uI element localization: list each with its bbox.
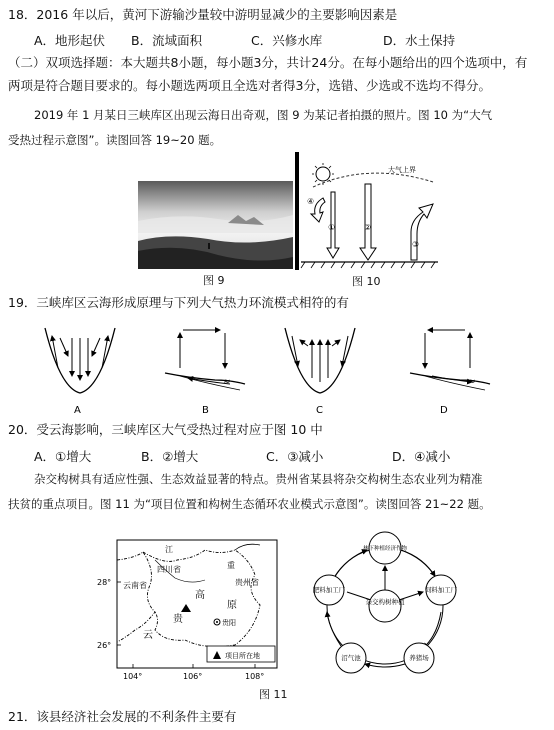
cycle-center-label: 杂交构树种植	[365, 598, 405, 606]
map-yunnan-label: 云南省	[123, 581, 147, 590]
option-a[interactable]: A．地形起伏	[34, 33, 106, 48]
option-c-diagram	[285, 328, 355, 393]
option-a[interactable]: A．①增大	[34, 449, 92, 464]
lon-tick-108: 108°	[245, 672, 265, 681]
figure-9-photo	[138, 181, 293, 269]
atmosphere-top-label: 大气上界	[388, 166, 416, 174]
option-b-label: B	[202, 405, 209, 416]
option-d[interactable]: D．④减小	[392, 449, 451, 464]
svg-text:≈: ≈	[468, 377, 476, 387]
figure-11-map	[95, 530, 285, 685]
option-a-diagram	[45, 328, 115, 393]
question-20-options	[34, 447, 450, 465]
map-jiang-label: 江	[165, 545, 173, 554]
map-sichuan-label: 四川省	[157, 565, 181, 574]
intro1-line1: 2019 年 1 月某日三峡库区出现云海日出奇观，图 9 为某记者拍摄的照片。图 10 为“大气	[34, 108, 493, 122]
intro1-line2: 受热过程示意图”。读图回答 19~20 题。	[8, 133, 222, 147]
section2-line1: （二）双项选择题：本大题共8小题，每小题3分，共计24分。在每小题给出的四个选项中，有	[8, 55, 528, 70]
lon-tick-106: 106°	[183, 672, 203, 681]
option-c[interactable]: C．③减小	[266, 449, 324, 464]
figure-10-caption: 图 10	[352, 275, 381, 288]
arrow-4-label: ④	[307, 197, 315, 206]
map-gui-label: 贵	[173, 614, 183, 625]
lon-tick-104: 104°	[123, 672, 143, 681]
map-yuan-label: 原	[227, 600, 237, 611]
option-b[interactable]: B．②增大	[141, 449, 199, 464]
map-yun-label: 云	[143, 630, 153, 641]
option-d-label: D	[440, 405, 448, 416]
question-18-stem: 18．2016 年以后，黄河下游输沙量较中游明显减少的主要影响因素是	[8, 7, 398, 22]
cycle-bottom-left-label: 沼气池	[341, 654, 361, 662]
option-b[interactable]: B．流域面积	[131, 33, 203, 48]
option-d[interactable]: D．水土保持	[383, 33, 456, 48]
option-b-diagram	[165, 330, 245, 390]
intro2-line2: 扶贫的重点项目。图 11 为“项目位置和构树生态循环农业模式示意图”。读图回答 21~22 题。	[8, 497, 491, 511]
lat-tick-26: 26°	[97, 641, 112, 650]
map-guizhou-label: 贵州省	[235, 578, 259, 587]
map-chong-label: 重	[227, 561, 235, 570]
map-gao-label: 高	[195, 590, 205, 601]
question-21-stem: 21．该县经济社会发展的不利条件主要有	[8, 709, 237, 724]
question-19-stem: 19．三峡库区云海形成原理与下列大气热力环流模式相符的有	[8, 295, 349, 310]
map-legend-label: 项目所在地	[225, 652, 260, 660]
arrow-1-label: ①	[328, 223, 336, 232]
option-c[interactable]: C．兴修水库	[251, 33, 323, 48]
map-guiyang-label: 贵阳	[222, 619, 236, 627]
figure-11-cycle-diagram	[305, 528, 465, 678]
figure-10-diagram	[293, 152, 443, 272]
question-18-options	[34, 31, 455, 49]
arrow-2-label: ②	[364, 223, 372, 232]
section2-line2: 两项是符合题目要求的。每小题选两项且全选对者得3分，选错、少选或不选均不得分。	[8, 78, 491, 93]
question-19-circulation-diagrams	[40, 318, 510, 418]
option-c-label: C	[316, 405, 323, 416]
intro2-line1: 杂交构树具有适应性强、生态效益显著的特点。贵州省某县将杂交构树生态农业列为精准	[34, 472, 483, 486]
cycle-right-label: 饲料加工厂	[424, 586, 458, 594]
cycle-top-label: 林下种植经济作物	[362, 546, 408, 552]
sea-of-clouds-photo	[138, 181, 293, 269]
arrow-3-label: ③	[412, 240, 420, 249]
svg-text:≈: ≈	[223, 377, 231, 387]
lat-tick-28: 28°	[97, 578, 112, 587]
option-a-label: A	[74, 405, 81, 416]
option-d-diagram	[410, 330, 490, 390]
cycle-bottom-right-label: 养猪场	[409, 654, 429, 662]
cycle-left-label: 肥料加工厂	[312, 586, 346, 594]
figure-9-caption: 图 9	[203, 274, 225, 287]
figure-11-caption: 图 11	[259, 688, 288, 701]
question-20-stem: 20．受云海影响，三峡库区大气受热过程对应于图 10 中	[8, 422, 323, 437]
